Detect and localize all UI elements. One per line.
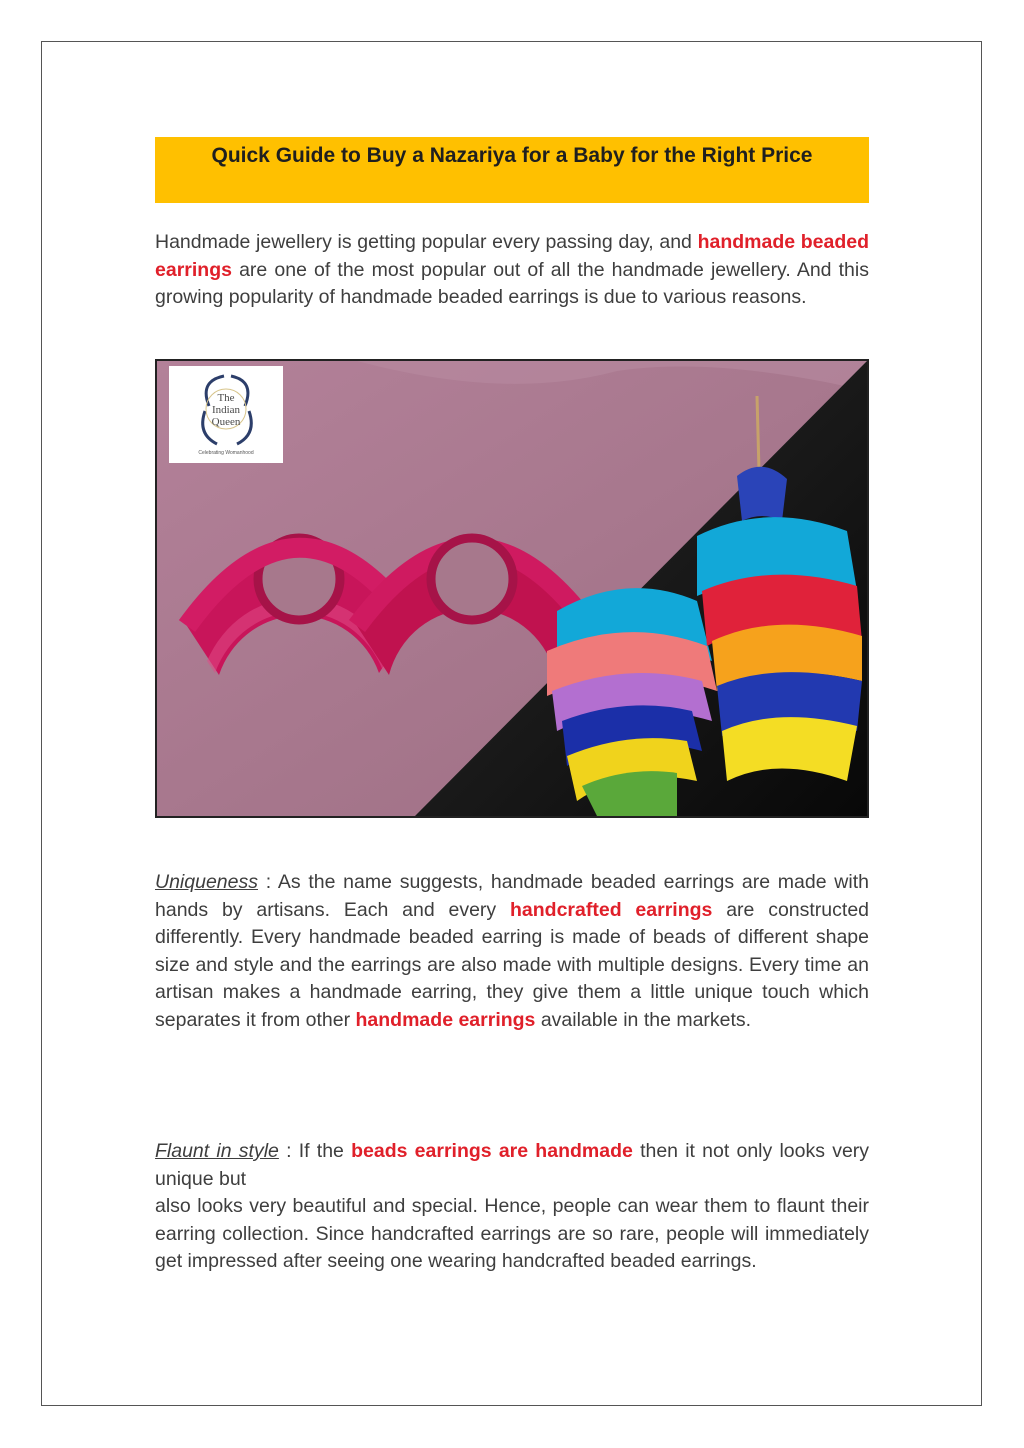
- logo-line-1: The: [217, 392, 235, 404]
- logo-line-2: Indian: [211, 404, 241, 416]
- uniqueness-paragraph: [155, 869, 869, 1034]
- handmade-beaded-earrings-link[interactable]: handmade beaded earrings: [155, 231, 869, 281]
- uniqueness-text-3: available in the markets.: [540, 1008, 752, 1031]
- handcrafted-earrings-link[interactable]: handcrafted earrings: [510, 898, 713, 921]
- title-banner: [155, 137, 869, 203]
- flaunt-paragraph: [155, 1138, 869, 1276]
- flaunt-text-2: then it not only looks very unique but: [155, 1140, 870, 1190]
- intro-text-2: are one of the most popular out of all the handmade jewellery. And this growing popularity of handmade beaded earrings is due to various reasons.: [155, 258, 869, 308]
- logo-line-3: Queen: [211, 416, 241, 428]
- intro-text-1: Handmade jewellery is getting popular every passing day, and: [155, 231, 692, 253]
- earrings-photo: [155, 359, 869, 818]
- logo-tagline: Celebrating Womanhood: [198, 450, 254, 456]
- flaunt-term: Flaunt in style: [155, 1140, 279, 1162]
- page-title: Quick Guide to Buy a Nazariya for a Baby for the Right Price: [211, 144, 813, 167]
- the-indian-queen-logo: [169, 366, 283, 463]
- intro-paragraph: [155, 229, 869, 312]
- handmade-earrings-link[interactable]: handmade earrings: [355, 1008, 536, 1031]
- uniqueness-text-1: : As the name suggests, handmade beaded earrings are made with hands by artisans. Each and every: [155, 871, 869, 921]
- earrings-illustration: [157, 361, 867, 816]
- flaunt-text-3: also looks very beautiful and special. Hence, people can wear them to flaunt their earring collection. Since handcrafted earrings are so rare, people will immediately get impressed after seeing one wearing handcrafted beaded earrings.: [155, 1195, 869, 1272]
- flaunt-text-1: : If the: [286, 1140, 344, 1162]
- uniqueness-term: Uniqueness: [155, 871, 258, 893]
- uniqueness-text-2: are constructed differently. Every handmade beaded earring is made of beads of different shape size and style and the earrings are also made with multiple designs. Every time an artisan makes a handmade earring, they give them a little unique touch which separates it from other: [155, 898, 870, 1031]
- beads-earrings-handmade-link[interactable]: beads earrings are handmade: [351, 1140, 633, 1162]
